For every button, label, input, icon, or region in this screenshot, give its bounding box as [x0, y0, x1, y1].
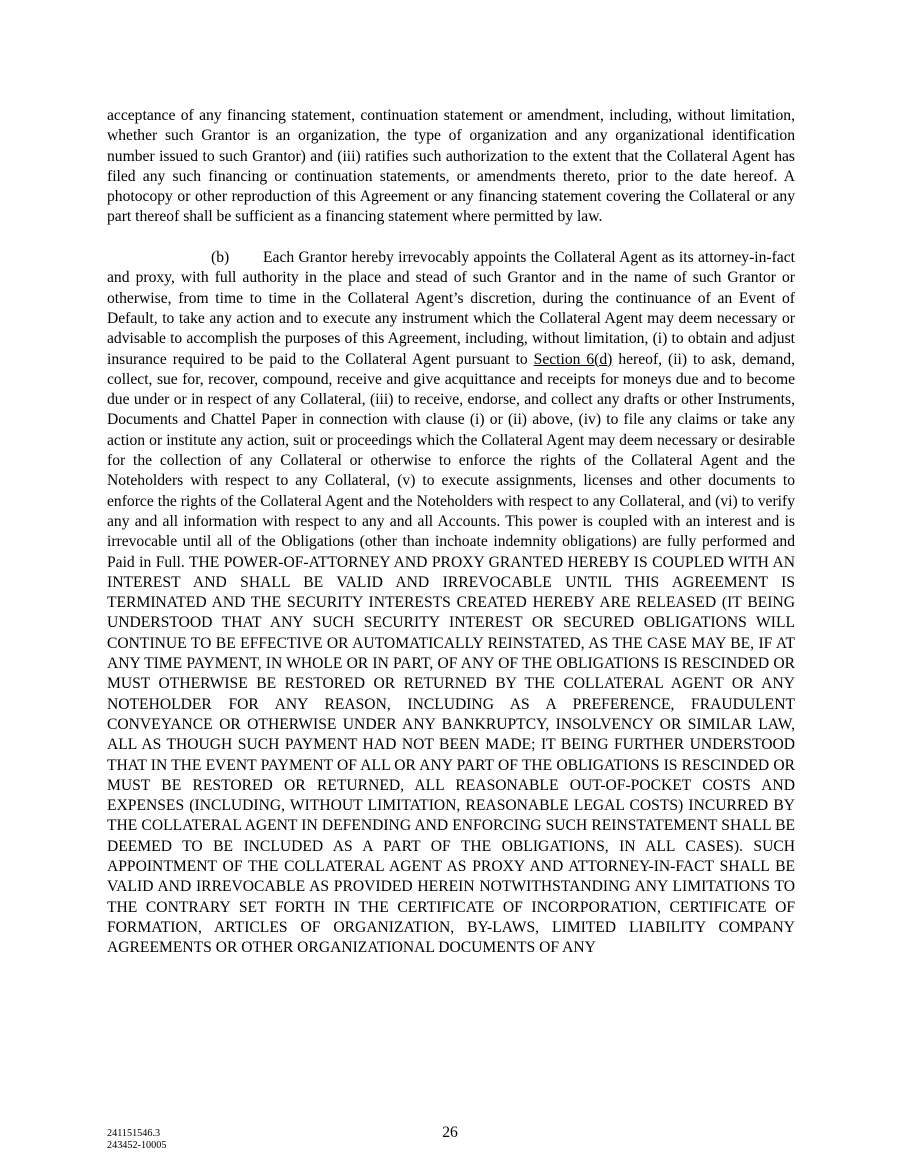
footer-matter-id: 243452-10005: [107, 1140, 167, 1151]
body-text: [107, 106, 795, 958]
paragraph-continuation: acceptance of any financing statement, continuation statement or amendment, including, without limitation, whether such Grantor is an organization, the type of organization and any organizational identification number issued to such Grantor) and (iii) ratifies such authorization to the extent that the Collateral Agent has filed any such financing or continuation statements, or amendments thereto, prior to the date hereof. A photocopy or other reproduction of this Agreement or any financing statement covering the Collateral or any part thereof shall be sufficient as a financing statement where permitted by law.: [107, 107, 795, 226]
paragraph-b-text-part-2: hereof, (ii) to ask, demand, collect, sue for, recover, compound, receive and give acquittance and receipts for moneys due and to become due under or in respect of any Collateral, (iii) to receive, endorse, and collect any drafts or other Instruments, Documents and Chattel Paper in connection with clause (i) or (ii) above, (iv) to file any claims or take any action or institute any action, suit or proceedings which the Collateral Agent may deem necessary or desirable for the collection of any Collateral or otherwise to enforce the rights of the Collateral Agent and the Noteholders with respect to any Collateral, (v) to execute assignments, licenses and other documents to enforce the rights of the Collateral Agent and the Noteholders with respect to any Collateral, and (vi) to verify any and all information with respect to any and all Accounts. This power is coupled with an interest and is irrevocable until all of the Obligations (other than inchoate indemnity obligations) are fully performed and Paid in Full. THE POWER-OF-ATTORNEY AND PROXY GRANTED HEREBY IS COUPLED WITH AN INTEREST AND SHALL BE VALID AND IRREVOCABLE UNTIL THIS AGREEMENT IS TERMINATED AND THE SECURITY INTERESTS CREATED HEREBY ARE RELEASED (IT BEING UNDERSTOOD THAT ANY SUCH SECURITY INTEREST OR SECURED OBLIGATIONS WILL CONTINUE TO BE EFFECTIVE OR AUTOMATICALLY REINSTATED, AS THE CASE MAY BE, IF AT ANY TIME PAYMENT, IN WHOLE OR IN PART, OF ANY OF THE OBLIGATIONS IS RESCINDED OR MUST OTHERWISE BE RESTORED OR RETURNED BY THE COLLATERAL AGENT OR ANY NOTEHOLDER FOR ANY REASON, INCLUDING AS A PREFERENCE, FRAUDULENT CONVEYANCE OR OTHERWISE UNDER ANY BANKRUPTCY, INSOLVENCY OR SIMILAR LAW, ALL AS THOUGH SUCH PAYMENT HAD NOT BEEN MADE; IT BEING FURTHER UNDERSTOOD THAT IN THE EVENT PAYMENT OF ALL OR ANY PART OF THE OBLIGATIONS IS RESCINDED OR MUST BE RESTORED OR RETURNED, ALL REASONABLE OUT-OF-POCKET COSTS AND EXPENSES (INCLUDING, WITHOUT LIMITATION, REASONABLE LEGAL COSTS) INCURRED BY THE COLLATERAL AGENT IN DEFENDING AND ENFORCING SUCH REINSTATEMENT SHALL BE DEEMED TO BE INCLUDED AS A PART OF THE OBLIGATIONS, IN ALL CASES). SUCH APPOINTMENT OF THE COLLATERAL AGENT AS PROXY AND ATTORNEY-IN-FACT SHALL BE VALID AND IRREVOCABLE AS PROVIDED HEREIN NOTWITHSTANDING ANY LIMITATIONS TO THE CONTRARY SET FORTH IN THE CERTIFICATE OF INCORPORATION, CERTIFICATE OF FORMATION, ARTICLES OF ORGANIZATION, BY-LAWS, LIMITED LIABILITY COMPANY AGREEMENTS OR OTHER ORGANIZATIONAL DOCUMENTS OF ANY: [107, 350, 795, 957]
footer-doc-id: 241151546.3: [107, 1128, 161, 1139]
paragraph-b-text-part-1: Each Grantor hereby irrevocably appoints the Collateral Agent as its attorney-in-fact and proxy, with full authority in the place and stead of such Grantor and in the name of such Grantor or otherwise, from time to time in the Collateral Agent’s discretion, during the continuance of an Event of Default, to take any action and to execute any instrument which the Collateral Agent may deem necessary or advisable to accomplish the purposes of this Agreement, including, without limitation, (i) to obtain and adjust insurance required to be paid to the Collateral Agent pursuant to: [107, 249, 795, 368]
page-number: 26: [442, 1124, 458, 1141]
section-reference-link[interactable]: Section 6(d): [533, 350, 613, 368]
paragraph-b: [107, 248, 795, 958]
paragraph-marker: (b): [211, 249, 230, 267]
